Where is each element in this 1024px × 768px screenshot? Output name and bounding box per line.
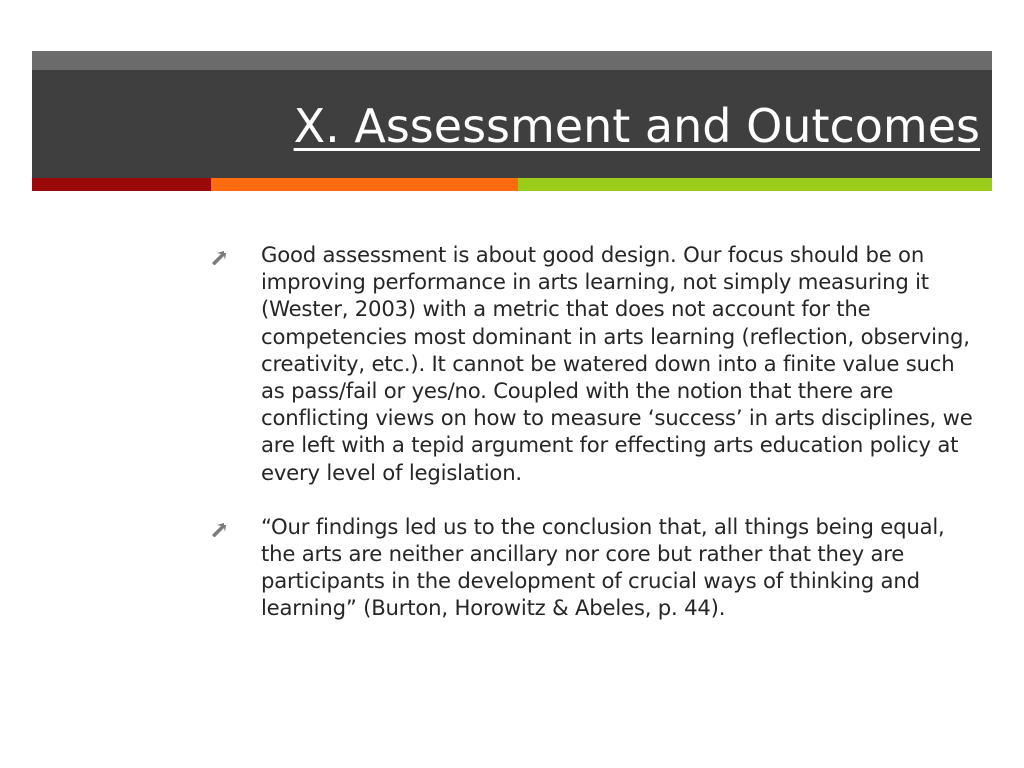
title-band <box>32 51 992 178</box>
bullet-list <box>210 241 980 622</box>
bullet-item <box>210 513 980 622</box>
bullet-text: Good assessment is about good design. Our focus should be on improving performance in arts learning, not simply measuring it (Wester, 2003) with a metric that does not account for the competencies most dominant in arts learning (reflection, observing, creativity, etc.). It cannot be watered down into a finite value such as pass/fail or yes/no. Coupled with the notion that there are conflicting views on how to measure ‘success’ in arts disciplines, we are left with a tepid argument for effecting arts education policy at every level of legislation. <box>261 242 973 485</box>
title-band-top-stripe <box>32 51 992 70</box>
diagonal-arrow-icon <box>211 246 229 264</box>
slide-title: X. Assessment and Outcomes <box>293 99 980 153</box>
diagonal-arrow-icon <box>211 518 229 536</box>
accent-bar-red <box>32 178 211 191</box>
accent-bar-orange <box>211 178 518 191</box>
accent-bar-green <box>518 178 992 191</box>
bullet-item <box>210 241 980 486</box>
bullet-text: “Our findings led us to the conclusion that, all things being equal, the arts are neither ancillary nor core but rather that they are participants in the development of crucial ways of thinking and learning” (Burton, Horowitz & Abeles, p. 44). <box>261 513 945 621</box>
